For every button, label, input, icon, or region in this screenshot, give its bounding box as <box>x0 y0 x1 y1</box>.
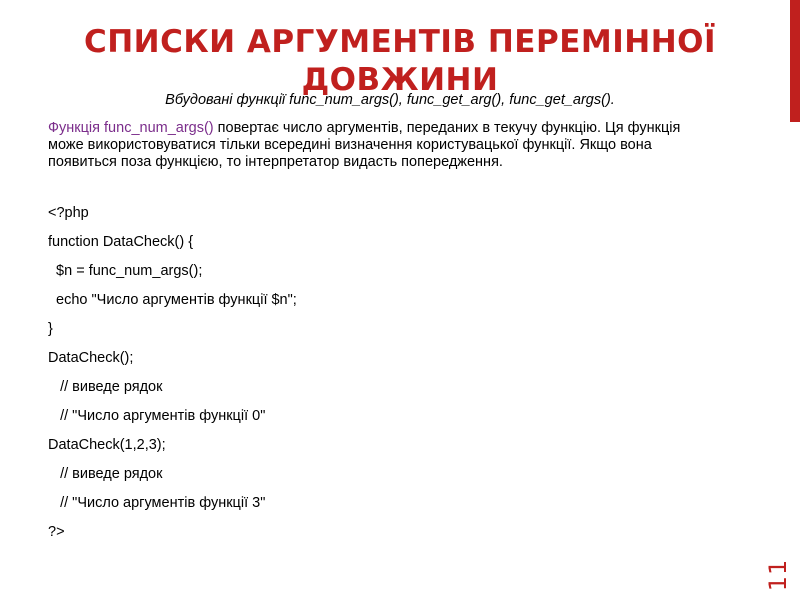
code-line: } <box>48 321 53 337</box>
slide-title: СПИСКИ АРГУМЕНТІВ ПЕРЕМІННОЇ ДОВЖИНИ <box>83 23 717 98</box>
code-line: // виведе рядок <box>48 379 163 395</box>
code-line: DataCheck(1,2,3); <box>48 437 166 453</box>
code-line: // "Число аргументів функції 0" <box>48 408 266 424</box>
code-line: $n = func_num_args(); <box>48 263 203 279</box>
slide-subtitle: Вбудовані функції func_num_args(), func_get_arg(), func_get_args(). <box>165 92 615 108</box>
code-line: echo "Число аргументів функції $n"; <box>48 292 297 308</box>
code-block <box>48 204 708 552</box>
slide-number: 11 <box>764 558 792 592</box>
code-line: <?php <box>48 205 89 221</box>
accent-bar <box>790 0 800 122</box>
description-paragraph <box>48 120 708 171</box>
code-line: ?> <box>48 524 65 540</box>
code-line: function DataCheck() { <box>48 234 194 250</box>
code-line: // виведе рядок <box>48 466 163 482</box>
code-line: // "Число аргументів функції 3" <box>48 495 266 511</box>
description-text: повертає число аргументів, переданих в текучу функцію. Ця функція може використовуватися тільки всередині визначення користувацької функції. Якщо вона появиться поза функцією, то інтерпретатор видасть попередження. <box>48 120 681 170</box>
function-name-highlight: Функція func_num_args() <box>48 120 214 136</box>
code-line: DataCheck(); <box>48 350 134 366</box>
